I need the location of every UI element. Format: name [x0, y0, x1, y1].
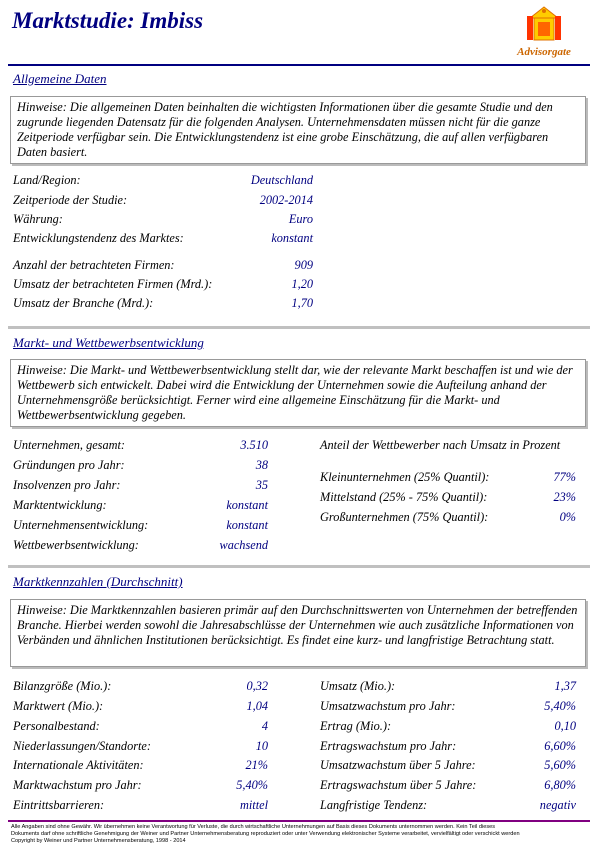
row-label: Land/Region: [13, 173, 81, 187]
row-value: negativ [539, 798, 576, 812]
row-label: Umsatzwachstum über 5 Jahre: [320, 758, 476, 772]
page-title: Marktstudie: Imbiss [12, 8, 204, 33]
footer-copyright: Copyright by Weiner und Partner Unternehmensberatung, 1998 - 2014 [11, 838, 186, 845]
row-value: 1,04 [246, 699, 268, 713]
row-value: konstant [226, 518, 268, 532]
row-label: Wettbewerbsentwicklung: [13, 538, 139, 552]
section-divider [8, 326, 590, 329]
row-label: Währung: [13, 212, 63, 226]
row-label: Anzahl der betrachteten Firmen: [13, 258, 175, 272]
section-divider [8, 565, 590, 568]
row-value: 2002-2014 [259, 193, 313, 207]
row-value: konstant [226, 498, 268, 512]
row-value: 4 [261, 719, 268, 733]
row-value: 0% [559, 510, 576, 524]
row-label: Marktwert (Mio.): [13, 699, 104, 713]
hint-box-market: Hinweise: Die Markt- und Wettbewerbsentwicklung stellt dar, wie der relevante Markt beschaffen ist und wie der Wettbewerb sich entwickelt. Dabei wird die Entwicklung der Unternehmen sowie die Aufteilung anhand der Unternehmensgröße berücksichtigt. Ferner wird eine allgemeine Einschätzung für die Markt- und Wettbewerbsentwicklung gegeben. [10, 359, 586, 427]
row-label: Großunternehmen (75% Quantil): [320, 510, 489, 524]
row-value: 5,60% [544, 758, 576, 772]
row-label: Ertrag (Mio.): [320, 719, 392, 733]
section-title-market: Markt- und Wettbewerbsentwicklung [13, 335, 204, 350]
row-value: 3.510 [240, 438, 268, 452]
row-value: 6,80% [544, 778, 576, 792]
row-value: 0,10 [554, 719, 576, 733]
row-value: 1,37 [554, 679, 576, 693]
row-label: Umsatz (Mio.): [320, 679, 396, 693]
row-value: 5,40% [236, 778, 268, 792]
row-value: mittel [239, 798, 268, 812]
row-label: Unternehmen, gesamt: [13, 438, 126, 452]
row-value: 10 [255, 739, 268, 753]
row-value: 5,40% [544, 699, 576, 713]
row-label: Umsatz der Branche (Mrd.): [13, 296, 154, 310]
footer-line: Alle Angaben sind ohne Gewähr. Wir übernehmen keine Verantwortung für Verluste, die durch wirtschaftliche Unternehmungen auf Basis dieses Dokuments unternommen werden. Kein Teil dieses [11, 824, 496, 830]
row-value: 909 [294, 258, 313, 272]
row-label: Ertragswachstum über 5 Jahre: [320, 778, 477, 792]
row-value: 35 [255, 478, 268, 492]
section-title-general: Allgemeine Daten [13, 71, 107, 86]
footer-divider [8, 820, 590, 822]
footer-disclaimer [11, 824, 591, 846]
row-label: Langfristige Tendenz: [320, 798, 428, 812]
logo [508, 4, 580, 60]
row-value: 1,20 [291, 277, 313, 291]
row-label: Ertragswachstum pro Jahr: [320, 739, 457, 753]
advisorgate-logo-icon [524, 4, 564, 44]
section-title-kpi: Marktkennzahlen (Durchschnitt) [13, 574, 183, 589]
row-label: Zeitperiode der Studie: [13, 193, 128, 207]
row-label: Umsatz der betrachteten Firmen (Mrd.): [13, 277, 213, 291]
row-value: 38 [255, 458, 268, 472]
row-value: 6,60% [544, 739, 576, 753]
row-label: Eintrittsbarrieren: [13, 798, 105, 812]
hint-box-kpi: Hinweise: Die Marktkennzahlen basieren primär auf den Durchschnittswerten von Unternehmen der betreffenden Branche. Hierbei werden sowohl die Jahresabschlüsse der Unternehmen wie auch zusätzliche Informationen von Verbänden und ähnlichen Institutionen berücksichtigt. Es findet eine kurz- und langfristige Betrachtung statt. [10, 599, 586, 667]
footer-line: Dokuments darf ohne schriftliche Genehmigung der Weiner und Partner Unternehmensberatung reproduziert oder unter Verwendung elektronischer Systeme verarbeitet, vervielfältigt oder verschickt werden [11, 831, 520, 838]
row-label: Mittelstand (25% - 75% Quantil): [320, 490, 488, 504]
row-value: 0,32 [246, 679, 268, 693]
row-value: 1,70 [291, 296, 313, 310]
row-label: Personalbestand: [13, 719, 100, 733]
row-label: Bilanzgröße (Mio.): [13, 679, 112, 693]
row-label: Niederlassungen/Standorte: [13, 739, 151, 753]
row-label: Marktentwicklung: [13, 498, 107, 512]
row-value: 77% [553, 470, 576, 484]
row-label: Unternehmensentwicklung: [13, 518, 149, 532]
row-label: Entwicklungstendenz des Marktes: [13, 231, 184, 245]
row-value: konstant [271, 231, 313, 245]
row-label: Internationale Aktivitäten: [13, 758, 144, 772]
row-label: Insolvenzen pro Jahr: [13, 478, 121, 492]
header-divider [8, 64, 590, 66]
row-value: Euro [288, 212, 313, 226]
row-label: Kleinunternehmen (25% Quantil): [320, 470, 490, 484]
row-value: Deutschland [250, 173, 313, 187]
logo-text: Advisorgate [517, 46, 571, 58]
hint-box-general: Hinweise: Die allgemeinen Daten beinhalten die wichtigsten Informationen über die gesamte Studie und den zugrunde liegenden Datensatz für die folgenden Analysen. Unternehmensdaten müssen nicht für die ganze Zeitperiode verfügbar sein. Die Entwicklungstendenz ist eine grobe Einschätzung, die auf allen verfügbaren Daten basiert. [10, 96, 586, 164]
row-value: 23% [553, 490, 576, 504]
row-label: Gründungen pro Jahr: [13, 458, 125, 472]
row-label: Umsatzwachstum pro Jahr: [320, 699, 456, 713]
row-value: wachsend [219, 538, 268, 552]
row-value: 21% [245, 758, 268, 772]
row-label: Marktwachstum pro Jahr: [13, 778, 142, 792]
heading-text: Anteil der Wettbewerber nach Umsatz in Prozent [320, 438, 561, 452]
